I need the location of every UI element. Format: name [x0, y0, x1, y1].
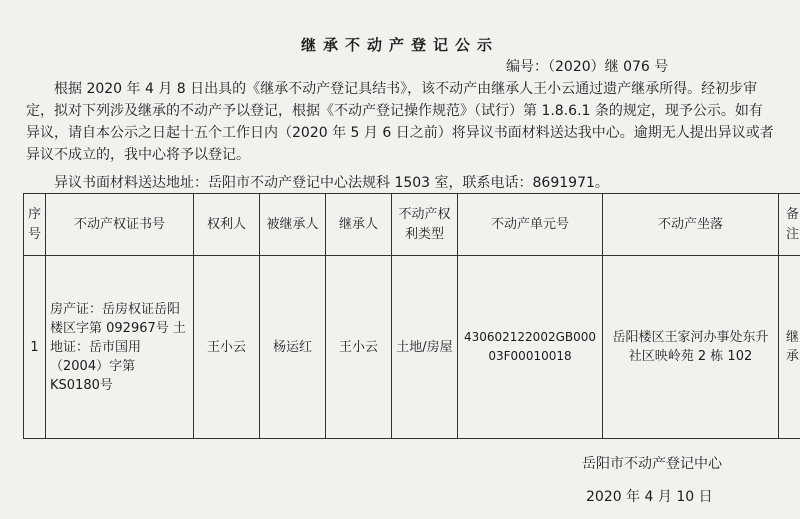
- row-location: 岳阳楼区王家河办事处东升社区映岭苑 2 栋 102: [603, 256, 779, 439]
- table-header-row: [24, 194, 800, 256]
- header-heir: 继承人: [326, 194, 392, 256]
- row-index: 1: [24, 256, 46, 439]
- header-location: 不动产坐落: [603, 194, 779, 256]
- row-right-type: 土地/房屋: [392, 256, 458, 439]
- issuer-signature: 岳阳市不动产登记中心: [582, 456, 722, 472]
- header-unit-number: 不动产单元号: [458, 194, 603, 256]
- row-certificate: 房产证：岳房权证岳阳楼区字第 092967号 土地证：岳市国用（2004）字第 KS0180号: [46, 256, 194, 439]
- header-decedent: 被继承人: [260, 194, 326, 256]
- row-unit-number: 430602122002GB00003F00010018: [458, 256, 603, 439]
- header-right-holder: 权利人: [194, 194, 260, 256]
- notice-title: 继承不动产登记公示: [300, 36, 499, 54]
- issue-date: 2020 年 4 月 10 日: [586, 489, 713, 505]
- row-right-holder: 王小云: [194, 256, 260, 439]
- header-right-type: 不动产权利类型: [392, 194, 458, 256]
- row-heir: 王小云: [326, 256, 392, 439]
- table-row: [24, 256, 800, 439]
- property-table: [23, 193, 800, 439]
- header-index: 序号: [24, 194, 46, 256]
- objection-address: 异议书面材料送达地址：岳阳市不动产登记中心法规科 1503 室，联系电话：8691971。: [54, 175, 609, 191]
- header-certificate: 不动产权证书号: [46, 194, 194, 256]
- notice-body: 根据 2020 年 4 月 8 日出具的《继承不动产登记具结书》，该不动产由继承人王小云通过遗产继承所得。经初步审定，拟对下列涉及继承的不动产予以登记，根据《不动产登记操作规范》（试行）第 1.8.6.1 条的规定，现予公示。如有异议，请自本公示之日起十五个工作日内（2020 年 5 月 6 日之前）将异议书面材料送达我中心。逾期无人提出异议或者异议不成立的，我中心将予以登记。: [26, 81, 774, 163]
- row-decedent: 杨运红: [260, 256, 326, 439]
- header-remark: 备注: [779, 194, 800, 256]
- document-number: 编号：（2020）继 076 号: [506, 59, 669, 75]
- row-remark: 继承: [779, 256, 800, 439]
